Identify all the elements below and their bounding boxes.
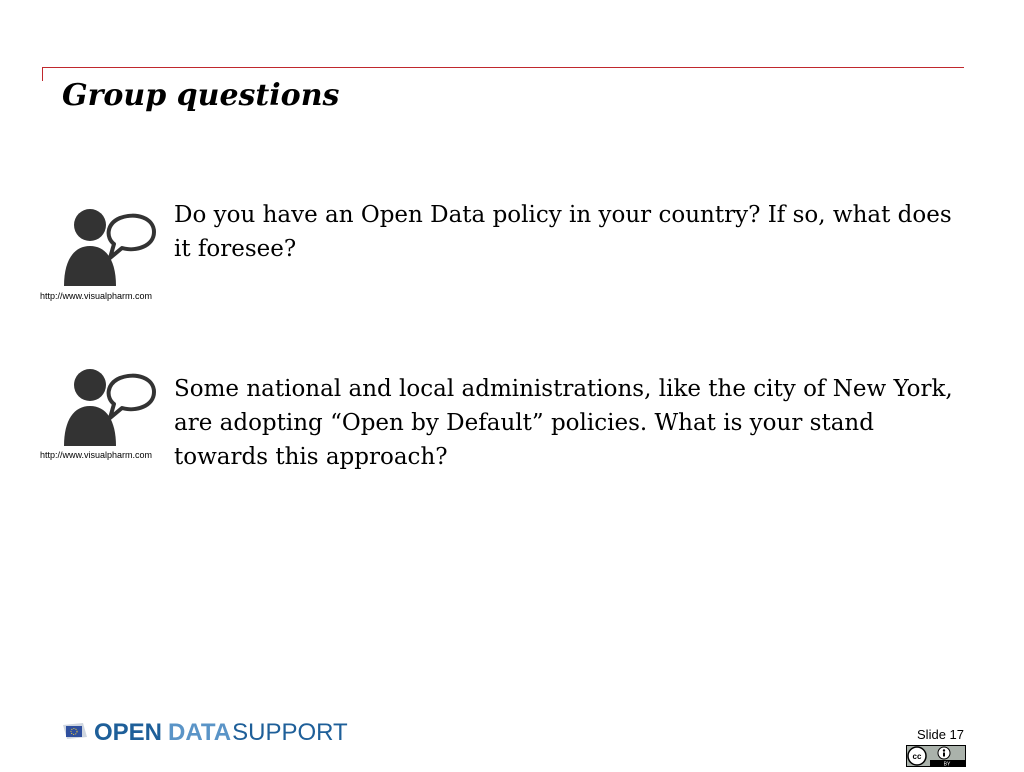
eu-flag-icon (62, 721, 88, 746)
slide-title: Group questions (62, 78, 340, 113)
header-rule-tick (42, 67, 43, 81)
person-speech-bubble-icon (62, 208, 156, 293)
svg-text:BY: BY (943, 761, 951, 767)
open-data-support-logo (62, 718, 348, 748)
question-text: Some national and local administrations, like the city of New York, are adopting “Open by Default” policies. What is your stand towards this approach? (174, 376, 953, 470)
person-speech-bubble-icon (62, 368, 156, 453)
header-rule (42, 67, 964, 68)
logo-word-open: OPEN (94, 719, 163, 746)
question-text: Do you have an Open Data policy in your country? If so, what does it foresee? (174, 202, 952, 262)
image-credit: http://www.visualpharm.com (40, 291, 153, 301)
logo-word-support: SUPPORT (232, 719, 348, 746)
svg-text:cc: cc (912, 752, 922, 761)
image-credit: http://www.visualpharm.com (40, 450, 153, 460)
logo-word-data: DATA (168, 719, 232, 746)
slide-number: Slide 17 (917, 727, 964, 742)
